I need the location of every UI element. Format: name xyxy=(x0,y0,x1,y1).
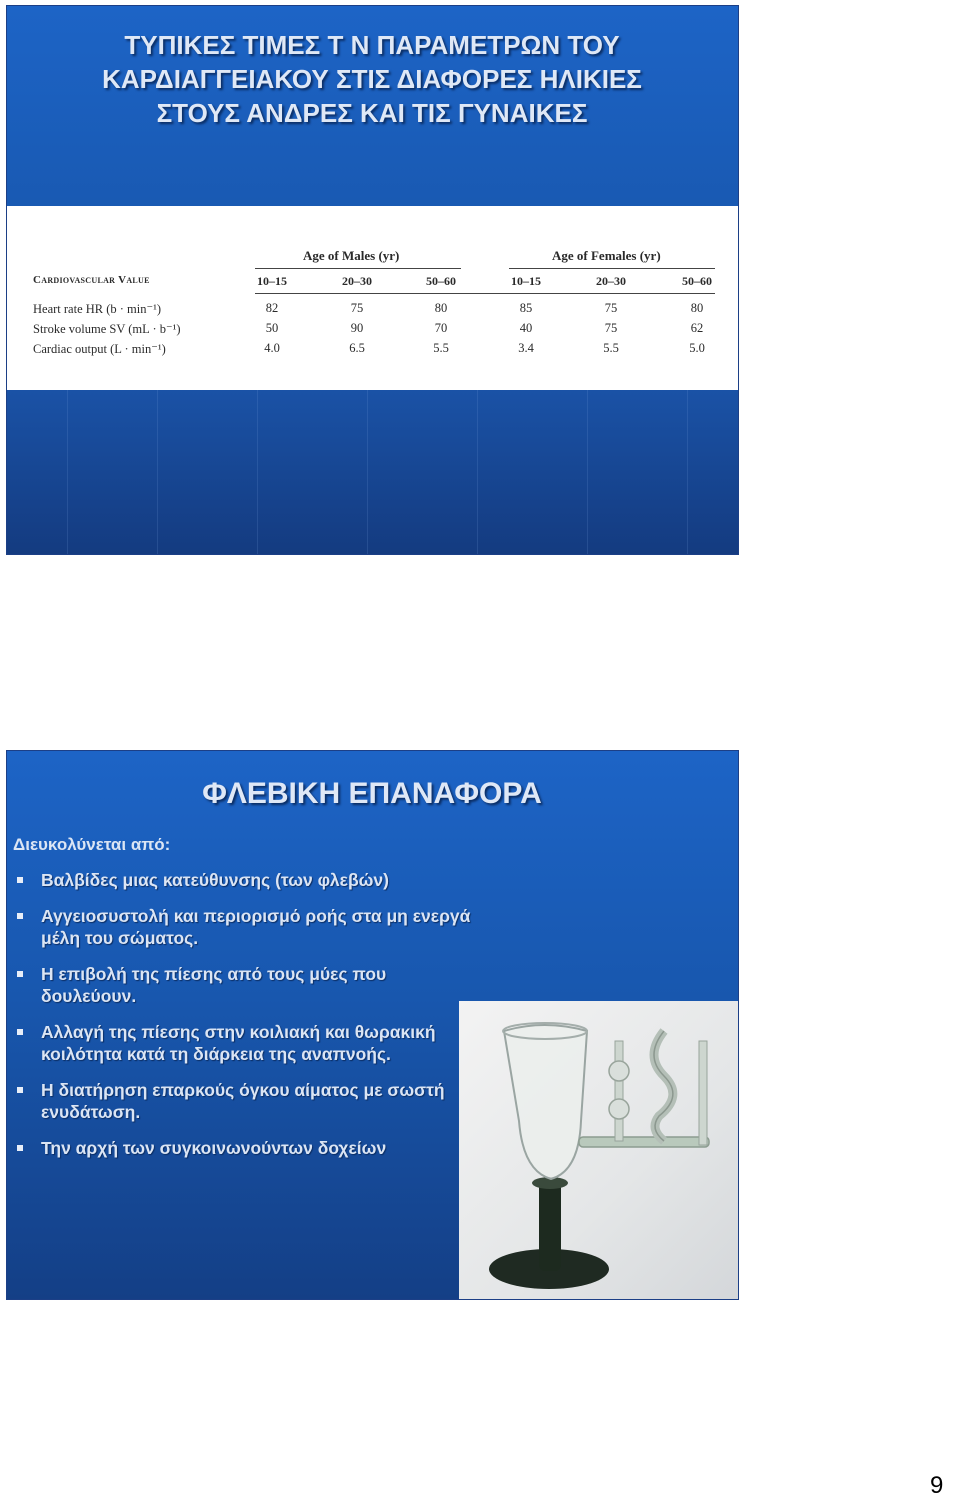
table-cell: 85 xyxy=(519,301,533,315)
table-cell: 82 xyxy=(265,301,279,315)
females-group-header: Age of Females (yr) xyxy=(552,248,661,263)
table-cell: 70 xyxy=(434,321,448,335)
table-cell: 40 xyxy=(519,321,533,335)
list-item xyxy=(17,905,481,949)
slide-venous-return xyxy=(6,750,739,1300)
table-cell: 50 xyxy=(265,321,279,335)
row-label: Heart rate HR (b · min⁻¹) xyxy=(33,302,162,316)
table-cell: 75 xyxy=(604,301,618,315)
table-cell: 5.5 xyxy=(433,341,449,355)
slide-background-band xyxy=(7,390,738,554)
list-item xyxy=(17,1137,477,1159)
table-cell: 3.4 xyxy=(518,341,534,355)
col-females-50-60: 50–60 xyxy=(682,274,712,288)
col-males-10-15: 10–15 xyxy=(257,274,287,288)
col-males-20-30: 20–30 xyxy=(342,274,372,288)
row-header: Cardiovascular Value xyxy=(33,274,150,286)
list-item xyxy=(17,1079,451,1123)
col-females-10-15: 10–15 xyxy=(511,274,541,288)
row-label: Cardiac output (L · min⁻¹) xyxy=(33,342,166,356)
communicating-vessels-image xyxy=(459,1001,738,1299)
square-bullet-icon xyxy=(17,1029,23,1035)
bullet-text: Αγγειοσυστολή και περιορισμό ροής στα μη ενεργά μέλη του σώματος. xyxy=(41,906,471,948)
header-rule xyxy=(255,293,715,294)
square-bullet-icon xyxy=(17,1145,23,1151)
square-bullet-icon xyxy=(17,877,23,883)
col-females-20-30: 20–30 xyxy=(596,274,626,288)
bullet-list xyxy=(17,869,477,1173)
males-group-rule xyxy=(255,268,461,269)
table-cell: 5.5 xyxy=(603,341,619,355)
bullet-text: Βαλβίδες μιας κατεύθυνσης (των φλεβών) xyxy=(41,870,389,890)
table-cell: 75 xyxy=(350,301,364,315)
square-bullet-icon xyxy=(17,1087,23,1093)
table-cell: 90 xyxy=(350,321,364,335)
table-cell: 6.5 xyxy=(349,341,365,355)
list-item xyxy=(17,1021,451,1065)
cardiovascular-table xyxy=(7,206,738,390)
table-cell: 4.0 xyxy=(264,341,280,355)
slide-title xyxy=(47,28,697,130)
males-group-header: Age of Males (yr) xyxy=(303,248,400,263)
col-males-50-60: 50–60 xyxy=(426,274,456,288)
table-cell: 75 xyxy=(604,321,618,335)
title-line-3: ΣΤΟΥΣ ΑΝΔΡΕΣ ΚΑΙ ΤΙΣ ΓΥΝΑΙΚΕΣ xyxy=(156,98,588,128)
list-item xyxy=(17,869,477,891)
bullet-text: Η διατήρηση επαρκούς όγκου αίματος με σωστή ενυδάτωση. xyxy=(41,1080,445,1122)
glass-apparatus-illustration xyxy=(459,1001,738,1299)
bullet-text: Η επιβολή της πίεσης από τους μύες που δουλεύουν. xyxy=(41,964,387,1006)
title-line-2: ΚΑΡΔΙΑΓΓΕΙΑΚΟΥ ΣΤΙΣ ΔΙΑΦΟΡΕΣ ΗΛΙΚΙΕΣ xyxy=(102,64,642,94)
table-cell: 80 xyxy=(690,301,704,315)
slide-cardiovascular-values xyxy=(6,5,739,555)
row-label: Stroke volume SV (mL · b⁻¹) xyxy=(33,322,181,336)
bullet-text: Αλλαγή της πίεσης στην κοιλιακή και θωρακική κοιλότητα κατά τη διάρκεια της αναπνοής. xyxy=(41,1022,436,1064)
title-line-1: ΤΥΠΙΚΕΣ ΤΙΜΕΣ Τ Ν ΠΑΡΑΜΕΤΡΩΝ ΤΟΥ xyxy=(124,30,620,60)
lead-text: Διευκολύνεται από: xyxy=(13,835,171,854)
table-cell: 62 xyxy=(690,321,704,335)
table-cell: 5.0 xyxy=(689,341,705,355)
square-bullet-icon xyxy=(17,913,23,919)
slide-title: ΦΛΕΒΙΚΗ ΕΠΑΝΑΦΟΡΑ xyxy=(202,777,542,810)
table-cell: 80 xyxy=(434,301,448,315)
bullet-text: Την αρχή των συγκοινωνούντων δοχείων xyxy=(41,1138,387,1158)
page-number: 9 xyxy=(930,1472,944,1499)
square-bullet-icon xyxy=(17,971,23,977)
females-group-rule xyxy=(509,268,715,269)
list-item xyxy=(17,963,461,1007)
